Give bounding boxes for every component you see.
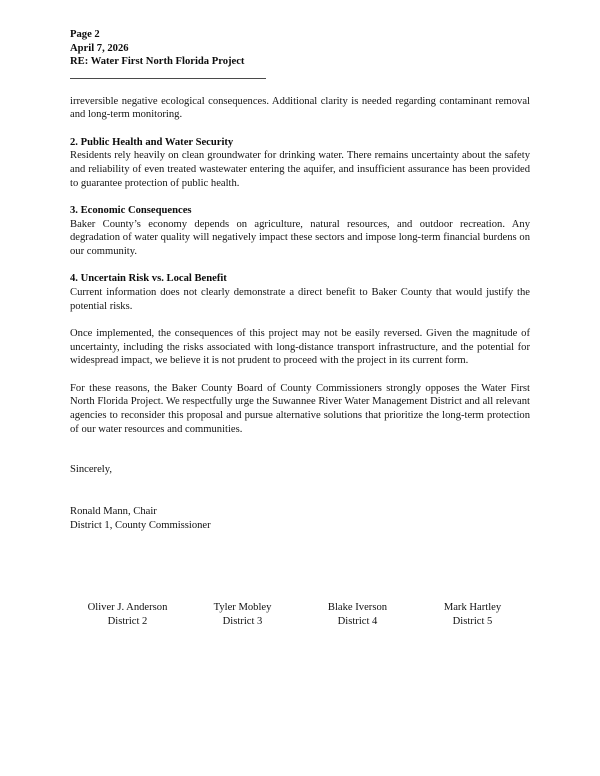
- letter-subject: RE: Water First North Florida Project: [70, 56, 245, 68]
- commissioner-district-3: [185, 601, 300, 629]
- section-body-uncertain-risk: Current information does not clearly demonstrate a direct benefit to Baker County that would justify the potential risks.: [70, 287, 530, 312]
- commissioner-district-5: [415, 601, 530, 629]
- section-uncertain-risk: [70, 272, 530, 313]
- commissioner-name: Oliver J. Anderson: [87, 602, 168, 613]
- closing-paragraph-2: For these reasons, the Baker County Board of County Commissioners strongly opposes the Water First North Florida Project. We respectfully urge the Suwannee River Water Management District and all relevant agencies to reconsider this proposal and pursue alternative solutions that prioritize the long-term protection of our water resources and communities.: [70, 382, 530, 435]
- commissioner-name: Blake Iverson: [327, 602, 388, 613]
- signer-name: Ronald Mann, Chair: [70, 506, 157, 518]
- letter-date: April 7, 2026: [70, 42, 129, 54]
- continued-paragraph-block: [70, 95, 530, 122]
- commissioner-district: District 5: [452, 616, 493, 627]
- closing-paragraph-1: Once implemented, the consequences of this project may not be easily reversed. Given the magnitude of uncertainty, including the risks associated with long-distance transport infrastructure, and the potential for widespread impact, we believe it is not prudent to proceed with the project in its current form.: [70, 327, 530, 367]
- letter-header: [70, 28, 530, 69]
- commissioner-district: District 4: [337, 616, 378, 627]
- valediction: Sincerely,: [70, 464, 112, 476]
- commissioner-name: Mark Hartley: [443, 602, 502, 613]
- section-body-economic-consequences: Baker County’s economy depends on agriculture, natural resources, and outdoor recreation. Any degradation of water quality will negatively impact these sectors and impose long-term financial burdens on our community.: [70, 218, 530, 258]
- section-economic-consequences: [70, 204, 530, 259]
- section-heading-uncertain-risk: 4. Uncertain Risk vs. Local Benefit: [70, 273, 227, 285]
- section-body-public-health: Residents rely heavily on clean groundwater for drinking water. There remains uncertainty about the safety and reliability of even treated wastewater entering the aquifer, and insufficient assurance has been provided to guarantee protection of public health.: [70, 150, 530, 189]
- section-heading-public-health: 2. Public Health and Water Security: [70, 136, 234, 148]
- commissioner-name: Tyler Mobley: [213, 602, 272, 613]
- commissioner-district: District 2: [107, 616, 148, 627]
- primary-signature-block: [70, 505, 530, 532]
- commissioner-signature-row: [70, 601, 530, 629]
- commissioner-district: District 3: [222, 616, 263, 627]
- section-heading-economic-consequences: 3. Economic Consequences: [70, 205, 192, 216]
- continued-paragraph: irreversible negative ecological consequences. Additional clarity is needed regarding contaminant removal and long-term monitoring.: [70, 95, 530, 121]
- signer-title: District 1, County Commissioner: [70, 519, 211, 531]
- document-body: [70, 28, 530, 532]
- section-public-health: [70, 136, 530, 191]
- page-label: Page 2: [70, 29, 100, 40]
- header-divider: [70, 78, 266, 79]
- commissioner-district-2: [70, 601, 185, 629]
- commissioner-district-4: [300, 601, 415, 629]
